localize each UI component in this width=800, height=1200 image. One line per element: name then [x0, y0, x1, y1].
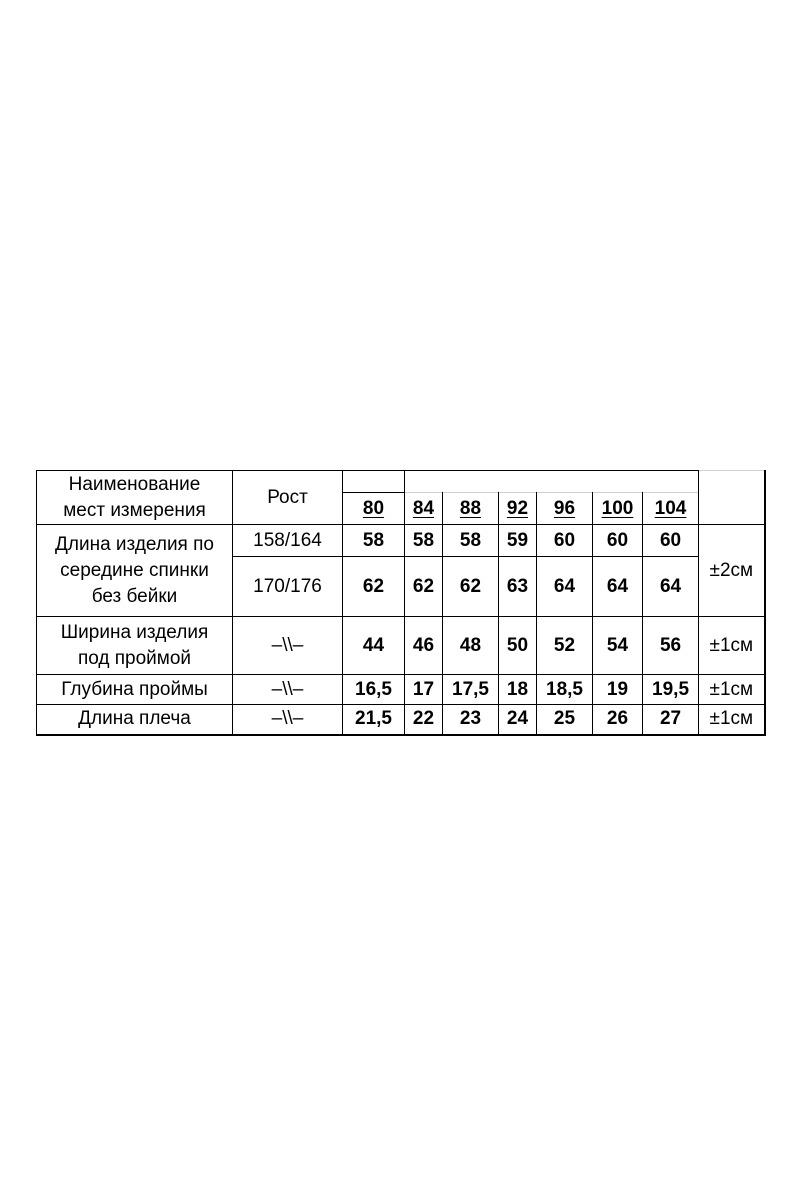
- cell-width-100: 54: [593, 617, 643, 675]
- cell-length-158-84: 58: [405, 525, 443, 557]
- cell-shoulder-104: 27: [643, 705, 699, 735]
- header-rost-cell: [233, 471, 343, 525]
- rost-158-164: 158/164: [233, 525, 343, 557]
- size-table: [36, 470, 766, 736]
- cell-shoulder-80: 21,5: [343, 705, 405, 735]
- header-name-line1: Наименование: [68, 473, 201, 495]
- cell-length-158-100: 60: [593, 525, 643, 557]
- cell-shoulder-100: 26: [593, 705, 643, 735]
- cell-length-158-80: 58: [343, 525, 405, 557]
- tolerance-shoulder: ±1см: [699, 705, 765, 735]
- row-width: [37, 617, 765, 675]
- size-chart: [36, 470, 764, 736]
- cell-length-158-88: 58: [443, 525, 499, 557]
- cell-width-84: 46: [405, 617, 443, 675]
- rost-width-ditto: –\\–: [233, 617, 343, 675]
- size-92: 92: [499, 493, 537, 525]
- cell-width-96: 52: [537, 617, 593, 675]
- cell-width-104: 56: [643, 617, 699, 675]
- cell-length-158-92: 59: [499, 525, 537, 557]
- cell-length-158-104: 60: [643, 525, 699, 557]
- cell-length-170-100: 64: [593, 557, 643, 617]
- rost-armhole-ditto: –\\–: [233, 675, 343, 705]
- size-100: 100: [593, 493, 643, 525]
- header-blank-80: [343, 471, 405, 493]
- size-84: 84: [405, 493, 443, 525]
- cell-armhole-96: 18,5: [537, 675, 593, 705]
- cell-length-170-84: 62: [405, 557, 443, 617]
- cell-length-170-92: 63: [499, 557, 537, 617]
- cell-length-170-80: 62: [343, 557, 405, 617]
- cell-length-158-96: 60: [537, 525, 593, 557]
- cell-armhole-84: 17: [405, 675, 443, 705]
- rost-170-176: 170/176: [233, 557, 343, 617]
- cell-length-170-88: 62: [443, 557, 499, 617]
- cell-width-80: 44: [343, 617, 405, 675]
- header-row-top: [37, 471, 765, 493]
- row-shoulder-name: Длина плеча: [37, 705, 233, 735]
- size-104: 104: [643, 493, 699, 525]
- row-length-name-line2: середине спинки: [60, 559, 209, 581]
- tolerance-width: ±1см: [699, 617, 765, 675]
- tolerance-length: ±2см: [699, 525, 765, 617]
- cell-length-170-104: 64: [643, 557, 699, 617]
- header-tolerance-cell: [699, 471, 765, 525]
- header-name-line2: мест измерения: [63, 499, 206, 521]
- cell-length-170-96: 64: [537, 557, 593, 617]
- size-88: 88: [443, 493, 499, 525]
- cell-armhole-80: 16,5: [343, 675, 405, 705]
- cell-width-92: 50: [499, 617, 537, 675]
- row-length-name-line1: Длина изделия по: [55, 533, 214, 555]
- rost-shoulder-ditto: –\\–: [233, 705, 343, 735]
- row-width-name-line2: под проймой: [77, 647, 192, 669]
- row-armhole-name: Глубина проймы: [37, 675, 233, 705]
- size-80: 80: [343, 493, 405, 525]
- row-width-name-line1: Ширина изделия: [60, 621, 209, 643]
- cell-armhole-104: 19,5: [643, 675, 699, 705]
- cell-armhole-100: 19: [593, 675, 643, 705]
- cell-width-88: 48: [443, 617, 499, 675]
- cell-armhole-88: 17,5: [443, 675, 499, 705]
- tolerance-armhole: ±1см: [699, 675, 765, 705]
- header-rost-label: Рост: [267, 486, 308, 508]
- row-length-name: [37, 525, 233, 617]
- row-length-158: [37, 525, 765, 557]
- row-width-name: [37, 617, 233, 675]
- cell-armhole-92: 18: [499, 675, 537, 705]
- cell-shoulder-96: 25: [537, 705, 593, 735]
- row-length-name-line3: без бейки: [91, 585, 178, 607]
- row-shoulder: [37, 705, 765, 735]
- cell-shoulder-92: 24: [499, 705, 537, 735]
- header-blank-rest: [405, 471, 699, 493]
- header-name-cell: [37, 471, 233, 525]
- size-96: 96: [537, 493, 593, 525]
- cell-shoulder-88: 23: [443, 705, 499, 735]
- cell-shoulder-84: 22: [405, 705, 443, 735]
- row-armhole: [37, 675, 765, 705]
